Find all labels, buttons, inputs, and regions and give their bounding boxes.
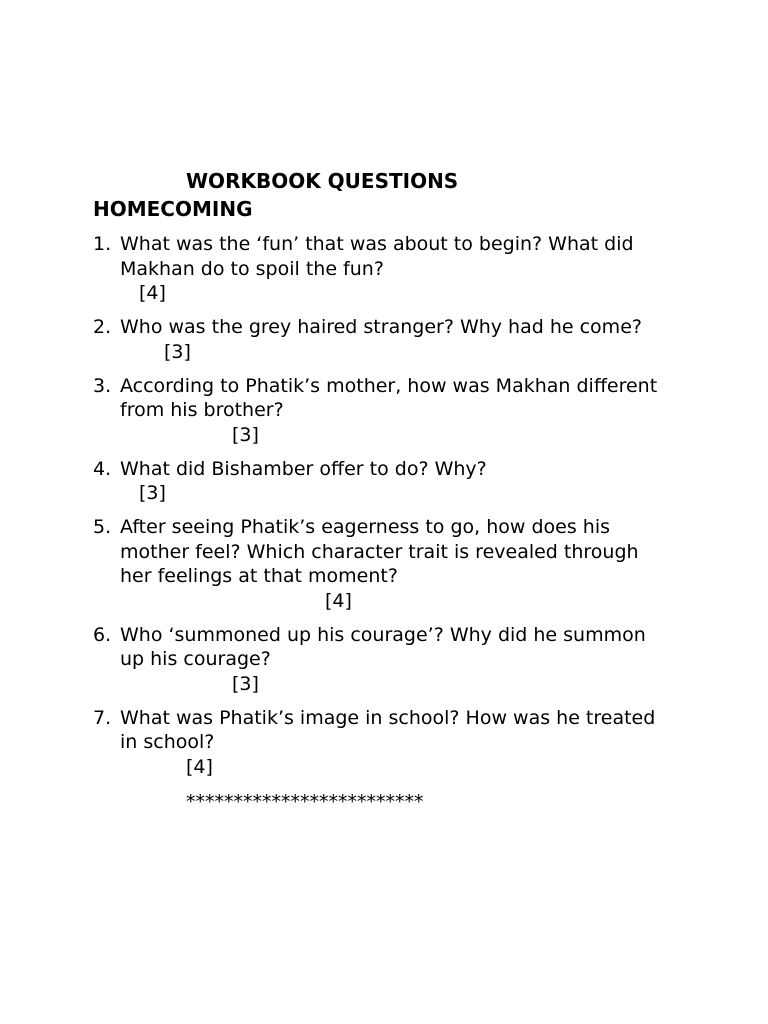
- question-marks: [3]: [139, 482, 166, 504]
- question-item: [93, 706, 673, 780]
- chapter-title: HOMECOMING: [93, 197, 253, 221]
- question-text: What did Bishamber offer to do? Why?: [120, 457, 487, 480]
- question-number: 3.: [93, 374, 112, 397]
- question-item: [93, 623, 673, 697]
- question-number: 7.: [93, 706, 112, 729]
- question-number: 4.: [93, 457, 112, 480]
- question-number: 1.: [93, 233, 112, 255]
- question-marks: [3]: [232, 672, 259, 695]
- worksheet-title: WORKBOOK QUESTIONS: [186, 169, 459, 193]
- question-body: [120, 315, 673, 364]
- question-marks: [4]: [139, 282, 166, 304]
- question-number: 6.: [93, 623, 112, 646]
- question-number: 5.: [93, 516, 112, 538]
- question-text: What was the ‘fun’ that was about to begin? What did Makhan do to spoil the fun?: [120, 233, 634, 280]
- question-text: According to Phatik’s mother, how was Makhan different from his brother?: [120, 374, 658, 421]
- question-text: Who ‘summoned up his courage’? Why did he summon up his courage?: [120, 623, 646, 670]
- question-marks: [4]: [186, 755, 213, 778]
- question-text: What was Phatik’s image in school? How was he treated in school?: [120, 706, 656, 753]
- question-text: After seeing Phatik’s eagerness to go, how does his mother feel? Which character trait is revealed through her feelings at that moment?: [120, 516, 639, 587]
- question-list: [93, 232, 673, 789]
- question-number: 2.: [93, 316, 112, 338]
- question-item: [93, 315, 673, 364]
- question-marks: [3]: [232, 423, 259, 446]
- question-item: [93, 232, 673, 306]
- question-text: Who was the grey haired stranger? Why had he come?: [120, 316, 642, 338]
- question-item: [93, 374, 673, 448]
- end-marker: *************************: [186, 791, 424, 813]
- question-marks: [4]: [325, 589, 352, 612]
- question-marks: [3]: [164, 340, 191, 363]
- question-item: [93, 515, 673, 613]
- question-item: [93, 457, 673, 506]
